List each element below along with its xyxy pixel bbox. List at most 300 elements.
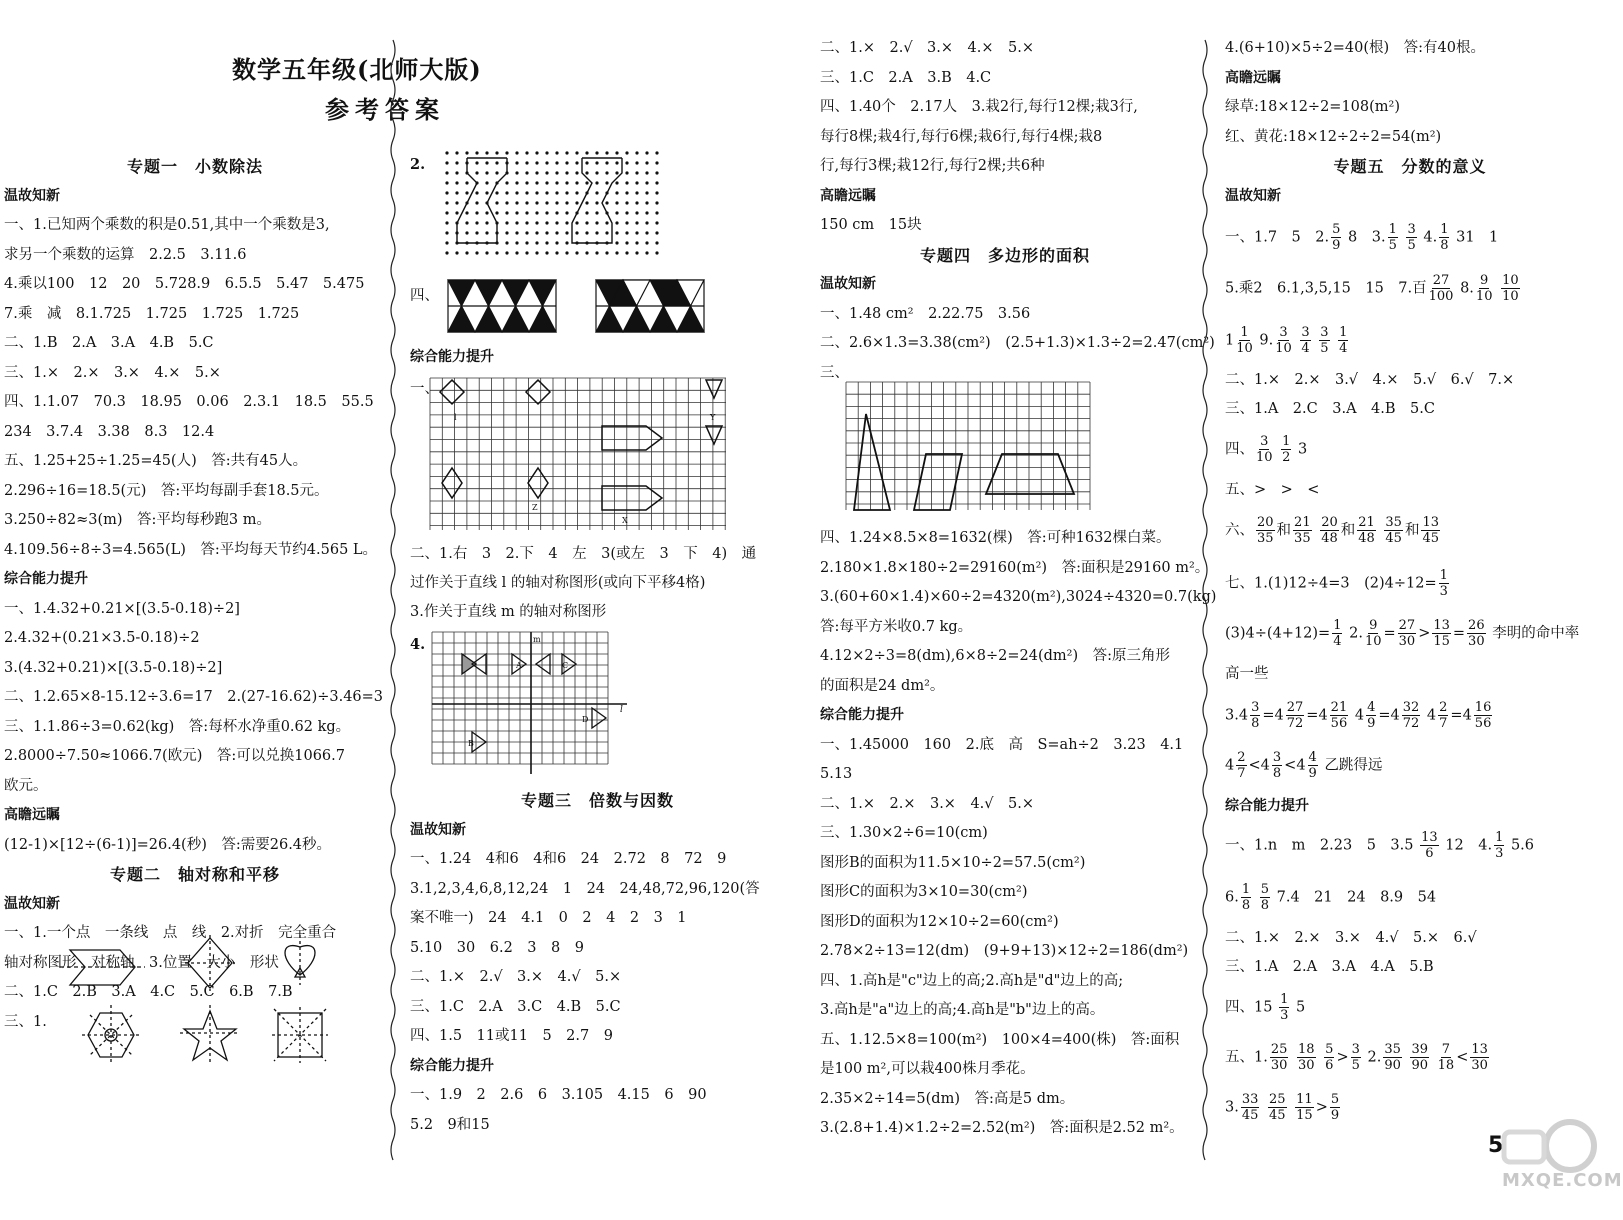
- grid-dot: [465, 221, 468, 224]
- grid-dot: [455, 171, 458, 174]
- denominator: 3: [1280, 1008, 1289, 1023]
- grid-dot: [585, 181, 588, 184]
- answer-line: 二、2.6×1.3=3.38(cm²) (2.5+1.3)×1.3÷2=2.47(cm²): [820, 335, 1215, 351]
- answer-line: 一、1.已知两个乘数的积是0.51,其中一个乘数是3,: [4, 217, 330, 233]
- denominator: 10: [1475, 289, 1493, 304]
- grid-dot: [535, 181, 538, 184]
- denominator: 8: [1260, 898, 1270, 913]
- text: 4: [1318, 707, 1328, 724]
- grid-dot: [525, 251, 528, 254]
- grid-dot: [485, 191, 488, 194]
- grid-dot: [515, 181, 518, 184]
- grid-dot: [595, 201, 598, 204]
- grid-dot: [545, 161, 548, 164]
- grid-dot: [615, 161, 618, 164]
- grid-dot: [595, 211, 598, 214]
- fraction: [1300, 325, 1310, 356]
- answer-line: 三、1.A 2.C 3.A 4.B 5.C: [1225, 401, 1435, 417]
- grid-dot: [645, 161, 648, 164]
- section-title: 专题四 多边形的面积: [919, 245, 1090, 265]
- subheading: 温故知新: [410, 821, 466, 838]
- numerator: 33: [1241, 1092, 1259, 1107]
- grid-dot: [625, 231, 628, 234]
- denominator: 5: [1388, 238, 1397, 253]
- grid-dot: [505, 201, 508, 204]
- text: 乙跳得远: [1324, 757, 1383, 774]
- tiling-left: [448, 280, 556, 332]
- grid-dot: [595, 161, 598, 164]
- grid-dot: [545, 231, 548, 234]
- grid-dot: [535, 171, 538, 174]
- text: 四、15: [1225, 999, 1273, 1016]
- numerator: 2: [1439, 700, 1448, 715]
- answer-line: 3.(60+60×1.4)×60÷2=4320(m²),3024÷4320=0.7(kg): [820, 589, 1217, 605]
- grid-dot: [645, 201, 648, 204]
- grid-dot: [455, 211, 458, 214]
- answer-line: [1225, 434, 1307, 465]
- answer-line: 一、1.48 cm² 2.22.75 3.56: [820, 305, 1031, 322]
- question-label: 2.: [410, 156, 426, 173]
- column-1: [4, 152, 386, 1037]
- fraction: [1501, 273, 1520, 304]
- grid-dot: [655, 231, 658, 234]
- grid-dot: [645, 211, 648, 214]
- grid-dot: [445, 211, 448, 214]
- grid-dot: [475, 231, 478, 234]
- grid-dot: [645, 241, 648, 244]
- grid-dot: [475, 211, 478, 214]
- grid-dot: [495, 191, 498, 194]
- answer-line: 答:每平方米收0.7 kg。: [820, 618, 973, 635]
- question-label: 四、: [410, 288, 439, 304]
- grid-dot: [485, 161, 488, 164]
- fraction: [1398, 618, 1417, 649]
- text: 和: [1276, 522, 1292, 539]
- grid-dot: [525, 241, 528, 244]
- answer-line: 五、1.12.5×8=100(m²) 100×4=400(株) 答:面积: [820, 1031, 1180, 1048]
- grid-dot: [575, 171, 578, 174]
- star-figure: [180, 1005, 240, 1065]
- denominator: 6: [1425, 846, 1434, 861]
- grid-dot: [625, 191, 628, 194]
- denominator: 8: [1272, 766, 1282, 781]
- fraction: [1293, 515, 1312, 546]
- numerator: 3: [1251, 700, 1260, 715]
- answer-line: 4.12×2÷3=8(dm),6×8÷2=24(dm²) 答:原三角形: [820, 648, 1170, 664]
- grid-dot: [655, 181, 658, 184]
- fraction: [1365, 618, 1382, 649]
- subheading: 温故知新: [4, 895, 60, 912]
- numerator: 32: [1402, 700, 1420, 715]
- grid-dot: [655, 211, 658, 214]
- grid-dot: [635, 201, 638, 204]
- fraction: [1281, 434, 1291, 465]
- denominator: 10: [1236, 341, 1253, 356]
- grid-dot: [545, 241, 548, 244]
- grid-dot: [645, 151, 648, 154]
- numerator: 3: [1351, 1042, 1360, 1057]
- grid-dot: [515, 231, 518, 234]
- grid-dot: [445, 221, 448, 224]
- grid-dot: [485, 251, 488, 254]
- grid-dot: [565, 251, 568, 254]
- grid-dot: [545, 191, 548, 194]
- denominator: 10: [1275, 341, 1292, 356]
- grid-dot: [445, 241, 448, 244]
- fraction: [1236, 325, 1253, 356]
- answer-line: 二、1.× 2.√ 3.× 4.√ 5.×: [410, 969, 622, 985]
- numerator: 1: [1282, 434, 1291, 449]
- answer-line: [1225, 1042, 1491, 1073]
- grid-dot: [545, 181, 548, 184]
- grid-dot: [495, 211, 498, 214]
- text: >: [1315, 1099, 1328, 1116]
- fraction: [1470, 1042, 1489, 1073]
- grid-dot: [545, 211, 548, 214]
- denominator: 8: [1251, 716, 1260, 731]
- fraction: [1467, 618, 1486, 649]
- grid-dot: [555, 151, 558, 154]
- numerator: 13: [1421, 830, 1438, 845]
- grid-dot: [455, 151, 458, 154]
- answer-line: 三、1.C 2.A 3.B 4.C: [820, 69, 992, 86]
- fraction: [1420, 830, 1439, 861]
- grid-dot: [565, 221, 568, 224]
- text: 四、: [1225, 441, 1254, 458]
- grid-dot: [485, 151, 488, 154]
- denominator: 2: [1282, 450, 1291, 465]
- grid-dot: [455, 251, 458, 254]
- answer-line: 过作关于直线 l 的轴对称图形(或向下平移4格): [410, 575, 706, 591]
- fraction: [1286, 700, 1305, 731]
- answer-line: [1225, 515, 1442, 546]
- denominator: 15: [1433, 634, 1450, 649]
- denominator: 30: [1398, 634, 1416, 649]
- grid-dot: [575, 251, 578, 254]
- grid-dot: [605, 251, 608, 254]
- subheading: 高瞻远瞩: [1225, 69, 1281, 86]
- denominator: 7: [1237, 766, 1246, 781]
- label-d: D: [582, 715, 589, 724]
- grid-dot: [465, 251, 468, 254]
- text: 4: [1274, 707, 1284, 724]
- text: 7.4 21 24 8.9 54: [1276, 889, 1437, 906]
- grid-dot: [535, 161, 538, 164]
- grid-dot: [635, 231, 638, 234]
- answer-line: [1225, 992, 1305, 1023]
- grid-dot: [505, 221, 508, 224]
- grid-dot: [585, 251, 588, 254]
- numerator: 20: [1321, 515, 1338, 530]
- answer-line: 3.高h是"a"边上的高;4.高h是"b"边上的高。: [820, 1002, 1105, 1018]
- grid-dot: [505, 181, 508, 184]
- denominator: 35: [1257, 531, 1274, 546]
- grid-dot: [505, 241, 508, 244]
- answer-line: 2.78×2÷13=12(dm) (9+9+13)×12÷2=186(dm²): [820, 943, 1189, 959]
- answer-line: 四、1.1.07 70.3 18.95 0.06 2.3.1 18.5 55.5: [4, 394, 374, 410]
- subheading: 综合能力提升: [410, 349, 494, 365]
- watermark-text: MXQE.COM: [1502, 1170, 1623, 1191]
- denominator: 72: [1402, 716, 1420, 731]
- denominator: 3: [1439, 584, 1448, 599]
- text: 4: [1390, 707, 1400, 724]
- denominator: 48: [1358, 531, 1375, 546]
- text: 一、1.7 5 2.: [1225, 229, 1330, 246]
- grid-dot: [595, 151, 598, 154]
- text: 4.: [1423, 229, 1438, 246]
- answer-line: [1225, 618, 1579, 649]
- fraction: [1429, 273, 1454, 304]
- grid-dot: [465, 211, 468, 214]
- fraction: [1439, 568, 1449, 599]
- label-line-l: l: [620, 705, 623, 715]
- numerator: 1: [1241, 882, 1251, 897]
- text: =: [1306, 707, 1319, 724]
- numerator: 1: [1495, 830, 1504, 845]
- numerator: 20: [1257, 515, 1274, 530]
- grid-dot: [615, 241, 618, 244]
- answer-line: 行,每行3棵;栽12行,每行2棵;共6种: [820, 158, 1045, 174]
- grid-dot: [555, 211, 558, 214]
- grid-dot: [505, 251, 508, 254]
- answer-line: 四、1.高h是"c"边上的高;2.高h是"d"边上的高;: [820, 972, 1124, 989]
- fraction: [1256, 515, 1275, 546]
- numerator: 2: [1237, 750, 1246, 765]
- answer-line: 234 3.7.4 3.38 8.3 12.4: [4, 423, 215, 440]
- numerator: 9: [1369, 618, 1378, 633]
- numerator: 1: [1388, 222, 1397, 237]
- numerator: 1: [1280, 992, 1289, 1007]
- grid-dot: [515, 151, 518, 154]
- numerator: 25: [1270, 1042, 1288, 1057]
- answer-line: 4.109.56÷8÷3=4.565(L) 答:平均每天节约4.565 L。: [4, 541, 378, 558]
- numerator: 13: [1422, 515, 1439, 530]
- answer-line: 四、1.24×8.5×8=1632(棵) 答:可种1632棵白菜。: [820, 530, 1171, 546]
- arrow-shape-figure: [60, 950, 145, 985]
- denominator: 35: [1294, 531, 1311, 546]
- grid-dot: [535, 211, 538, 214]
- label-x: X: [622, 516, 628, 525]
- text: 12 4.: [1445, 837, 1493, 854]
- grid-dot: [655, 251, 658, 254]
- text: 和: [1340, 522, 1356, 539]
- grid-dot: [575, 161, 578, 164]
- grid-dot: [525, 191, 528, 194]
- fraction: [1330, 700, 1349, 731]
- grid-dot: [595, 171, 598, 174]
- grid-dot: [575, 151, 578, 154]
- numerator: 5: [1330, 1092, 1340, 1107]
- grid-dot: [555, 251, 558, 254]
- fraction: [1476, 273, 1493, 304]
- numerator: 4: [1308, 750, 1317, 765]
- answer-line: 红、黄花:18×12÷2÷2=54(m²): [1225, 128, 1442, 145]
- answer-line: 图形B的面积为11.5×10÷2=57.5(cm²): [820, 854, 1086, 871]
- denominator: 10: [1256, 450, 1273, 465]
- grid-dot: [585, 161, 588, 164]
- grid-dot: [575, 231, 578, 234]
- grid-dot: [625, 251, 628, 254]
- grid-dot: [495, 171, 498, 174]
- answer-line: 五、> > <: [1225, 482, 1320, 498]
- dot-grid-figure: [442, 148, 667, 260]
- subheading: 综合能力提升: [410, 1057, 494, 1074]
- answer-line: 4.乘以100 12 20 5.728.9 6.5.5 5.47 5.475: [4, 276, 365, 292]
- grid-dot: [475, 151, 478, 154]
- grid-dot: [455, 181, 458, 184]
- answer-line: [1225, 882, 1436, 913]
- grid-dot: [555, 221, 558, 224]
- grid-dot: [655, 151, 658, 154]
- grid-dot: [565, 241, 568, 244]
- label-b: B: [468, 739, 474, 748]
- grid-dot: [445, 231, 448, 234]
- grid-dot: [615, 171, 618, 174]
- grid-lines: [432, 632, 608, 764]
- text: 4: [1426, 707, 1437, 724]
- denominator: 30: [1270, 1058, 1288, 1073]
- answer-line: 三、1.× 2.× 3.× 4.× 5.×: [4, 364, 221, 381]
- text: 1: [1225, 332, 1235, 349]
- grid-dot: [575, 201, 578, 204]
- answer-line: 2.296÷16=18.5(元) 答:平均每副手套18.5元。: [4, 482, 329, 499]
- grid-dot: [595, 191, 598, 194]
- flag-shapes: [462, 654, 606, 752]
- answer-line: 四、1.40个 2.17人 3.栽2行,每行12棵;栽3行,: [820, 99, 1138, 115]
- grid-dot: [565, 211, 568, 214]
- numerator: 16: [1474, 700, 1492, 715]
- grid-dot: [585, 231, 588, 234]
- answer-line: 图形D的面积为12×10÷2=60(cm²): [820, 913, 1059, 930]
- grid-dot: [565, 191, 568, 194]
- grid-dot: [615, 191, 618, 194]
- grid-dot: [565, 171, 568, 174]
- answer-line: 2.35×2÷14=5(dm) 答:高是5 dm。: [820, 1090, 1075, 1107]
- denominator: 45: [1422, 531, 1439, 546]
- square-figure: [272, 1007, 328, 1063]
- grid-dot: [635, 171, 638, 174]
- text: 5: [1295, 999, 1306, 1016]
- fraction: [1275, 325, 1292, 356]
- tiling-right: [596, 280, 704, 332]
- denominator: 8: [1440, 238, 1449, 253]
- text: 和: [1404, 522, 1420, 539]
- answer-line: 五、1.25+25÷1.25=45(人) 答:共有45人。: [4, 453, 308, 469]
- grid-dot: [555, 181, 558, 184]
- grid-dot: [585, 171, 588, 174]
- grid-dot: [465, 181, 468, 184]
- numerator: 1: [1339, 325, 1348, 340]
- grid-dot: [535, 191, 538, 194]
- denominator: 4: [1333, 634, 1342, 649]
- grid-dot: [465, 191, 468, 194]
- answer-line: [1225, 568, 1451, 599]
- grid-dot: [445, 191, 448, 194]
- fraction: [1268, 1092, 1287, 1123]
- grid-dot: [645, 181, 648, 184]
- numerator: 25: [1269, 1092, 1286, 1107]
- answer-line: 二、1.× 2.× 3.√ 4.× 5.√ 6.√ 7.×: [1225, 372, 1515, 388]
- denominator: 72: [1286, 716, 1304, 731]
- text: >: [1418, 625, 1431, 642]
- denominator: 18: [1437, 1058, 1455, 1073]
- grid-dot: [475, 221, 478, 224]
- grid-dot: [655, 161, 658, 164]
- answer-line: 二、1.2.65×8-15.12÷3.6=17 2.(27-16.62)÷3.46=3: [4, 689, 384, 705]
- grid-dot: [625, 221, 628, 224]
- grid-dot: [525, 171, 528, 174]
- text: 8 3.: [1348, 229, 1386, 246]
- denominator: 45: [1385, 531, 1402, 546]
- answer-line: 一、1.4.32+0.21×[(3.5-0.18)÷2]: [4, 600, 240, 617]
- answer-line: [1225, 830, 1534, 861]
- grid-dot: [515, 161, 518, 164]
- grid-dot: [515, 191, 518, 194]
- label-a: A: [516, 661, 522, 670]
- denominator: 4: [1339, 341, 1348, 356]
- grid-dot: [655, 171, 658, 174]
- hexagon-figure: [82, 1005, 140, 1065]
- text: 2.: [1367, 1049, 1382, 1066]
- numerator: 35: [1385, 515, 1402, 530]
- square-grid-figure: [430, 378, 730, 533]
- subheading: 温故知新: [4, 187, 60, 204]
- subheading: 温故知新: [820, 276, 876, 292]
- grid-dot: [655, 201, 658, 204]
- grid-dot: [615, 211, 618, 214]
- grid-dot: [535, 231, 538, 234]
- subheading: 高瞻远瞩: [820, 187, 876, 204]
- fraction: [1320, 515, 1339, 546]
- answer-line: 二、1.× 2.× 3.× 4.√ 5.× 6.√: [1225, 930, 1477, 946]
- grid-dot: [605, 221, 608, 224]
- grid-dot: [445, 251, 448, 254]
- grid-dot: [625, 181, 628, 184]
- fraction: [1410, 1042, 1429, 1073]
- denominator: 9: [1330, 1108, 1340, 1123]
- text: 五、1.: [1225, 1049, 1268, 1066]
- fraction: [1330, 1092, 1340, 1123]
- text: <4: [1284, 757, 1306, 774]
- answer-line: 一、1.一个点 一条线 点 线 2.对折 完全重合: [4, 925, 337, 941]
- numerator: 7: [1441, 1042, 1451, 1057]
- grid-dot: [595, 251, 598, 254]
- grid-dot: [495, 201, 498, 204]
- text: (3)4÷(4+12)=: [1225, 625, 1331, 642]
- subheading: 高瞻远瞩: [4, 807, 60, 823]
- grid-dot: [455, 191, 458, 194]
- fraction: [1272, 750, 1282, 781]
- numerator: 3: [1279, 325, 1288, 340]
- grid-dot: [645, 221, 648, 224]
- numerator: 27: [1286, 700, 1304, 715]
- answer-line: 3.250÷82≈3(m) 答:平均每秒跑3 m。: [4, 512, 272, 528]
- grid-dot: [445, 171, 448, 174]
- text: 8.: [1460, 280, 1474, 297]
- label-l: l: [454, 413, 457, 422]
- grid-dot: [605, 151, 608, 154]
- grid-dot: [545, 171, 548, 174]
- grid-dot: [445, 181, 448, 184]
- grid-dot: [585, 201, 588, 204]
- answer-line: 二、1.右 3 2.下 4 左 3(或左 3 下 4) 通: [410, 546, 757, 562]
- grid-dot: [635, 221, 638, 224]
- grid-dot: [605, 171, 608, 174]
- denominator: 30: [1471, 1058, 1488, 1073]
- grid-dot: [515, 201, 518, 204]
- answer-line: 2.8000÷7.50≈1066.7(欧元) 答:可以兑换1066.7: [4, 748, 345, 764]
- grid-dot: [655, 191, 658, 194]
